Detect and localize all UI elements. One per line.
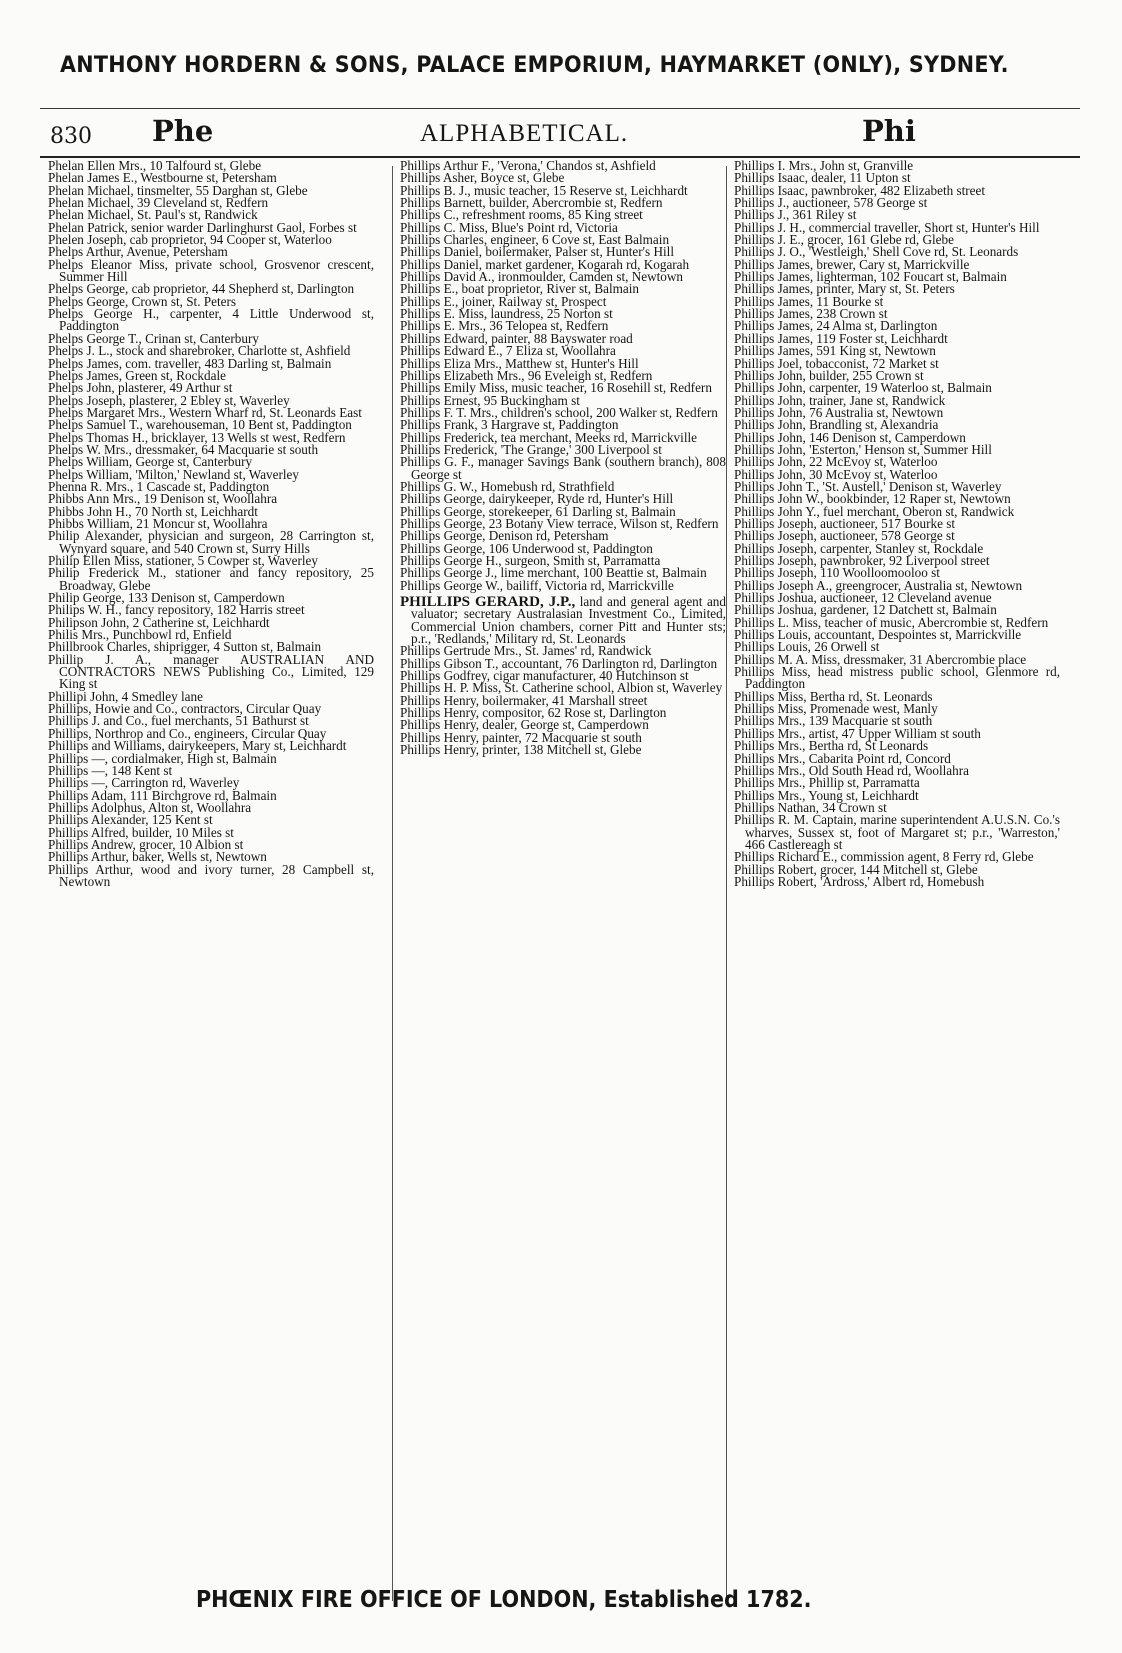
directory-entry: Phillips John, 'Esterton,' Henson st, Summer Hill [734,441,992,457]
directory-entry: Phillips Charles, engineer, 6 Cove st, East Balmain [400,232,670,248]
directory-entry: Phillips Mrs., artist, 47 Upper William st south [734,725,981,741]
directory-entry: Phillips Frederick, 'The Grange,' 300 Liverpool st [400,441,662,457]
directory-entry: Phillips, Howie and Co., contractors, Circular Quay [48,701,322,717]
column-1 [48,160,374,1615]
directory-entry: Phillips Asher, Boyce st, Glebe [400,170,565,186]
directory-entry: Phibbs John H., 70 North st, Leichhardt [48,503,258,519]
directory-entry: Phelps Eleanor Miss, private school, Grosvenor crescent, Summer Hill [48,256,374,285]
directory-entry: Phelan Michael, 39 Cleveland st, Redfern [48,195,269,211]
directory-entry: Phillips Adam, 111 Birchgrove rd, Balmain [48,787,277,803]
directory-entry: Phillips John, trainer, Jane st, Randwick [734,392,946,408]
directory-entry: Phillips Robert, 'Ardross,' Albert rd, Homebush [734,873,985,889]
directory-entry: Phelps W. Mrs., dressmaker, 64 Macquarie st south [48,441,319,457]
directory-entry: Phillips George W., bailiff, Victoria rd, Marrickville [400,577,674,593]
directory-entry: Phillips Nathan, 34 Crown st [734,799,887,815]
directory-entry: Phelps George H., carpenter, 4 Little Underwood st, Paddington [48,306,374,334]
directory-entry: Phillips Frederick, tea merchant, Meeks rd, Marrickville [400,429,697,445]
directory-entry: Phibbs Ann Mrs., 19 Denison st, Woollahra [48,491,278,507]
directory-entry: Phillips J., 361 Riley st [734,207,857,223]
directory-entry: Phillips and Williams, dairykeepers, Mary st, Leichhardt [48,738,347,754]
directory-entry: Phillips Isaac, pawnbroker, 482 Elizabeth street [734,182,986,198]
directory-entry: Philip Ellen Miss, stationer, 5 Cowper st, Waverley [48,553,318,568]
directory-entry: Phelan Michael, tinsmelter, 55 Darghan st, Glebe [48,182,308,198]
directory-entry: Phelps William, 'Milton,' Newland st, Waverley [48,466,300,482]
directory-entry: Phillips Eliza Mrs., Matthew st, Hunter's Hill [400,355,639,371]
directory-entry: Phillips Henry, printer, 138 Mitchell st, Glebe [400,742,642,758]
directory-entry: Phillips C. Miss, Blue's Point rd, Victoria [400,219,618,235]
directory-entry: Phillips Godfrey, cigar manufacturer, 40 Hutchinson st [400,668,689,684]
directory-entry: Phillips Miss, Bertha rd, St. Leonards [734,688,933,704]
directory-entry: Phelps Arthur, Avenue, Petersham [48,244,228,260]
directory-entry: Phelps James, com. traveller, 483 Darling st, Balmain [48,355,332,371]
directory-entry: Phillips James, brewer, Cary st, Marrickville [734,256,970,272]
directory-entry: Phillips —, Carrington rd, Waverley [48,775,240,791]
directory-entry: Phillips Mrs., Bertha rd, St Leonards [734,738,929,754]
directory-entry: Phillips B. J., music teacher, 15 Reserve st, Leichhardt [400,182,688,198]
directory-entry: Phillips —, 148 Kent st [48,762,173,778]
directory-entry: Phillips G. F., manager Savings Bank (southern branch), 808 George st [400,454,726,482]
directory-entry: Phillips Isaac, dealer, 11 Upton st [734,170,911,186]
directory-entry: Phelps Joseph, plasterer, 2 Ebley st, Waverley [48,392,290,408]
directory-entry: Phillips E. Miss, laundress, 25 Norton st [400,306,613,322]
directory-entry: Phillips Mrs., Cabarita Point rd, Concord [734,750,951,766]
directory-entry: Phelps George T., Crinan st, Canterbury [48,330,259,346]
directory-entry: Phillips Mrs., 139 Macquarie st south [734,713,933,729]
directory-entry: Phillips George, dairykeeper, Ryde rd, Hunter's Hill [400,491,674,507]
directory-entry: Phillips Joseph, auctioneer, 517 Bourke st [734,515,956,531]
directory-entry: Phillips John, carpenter, 19 Waterloo st, Balmain [734,380,992,396]
page-number: 830 [50,124,92,149]
directory-entry: Phillips Henry, dealer, George st, Camperdown [400,717,649,733]
directory-entry: Phillips, Northrop and Co., engineers, Circular Quay [48,725,327,741]
directory-entry: Phillips Joseph, auctioneer, 578 George st [734,528,955,544]
directory-entry: Phibbs William, 21 Moncur st, Woollahra [48,515,268,531]
directory-entry: Phillips Mrs., Phillip st, Parramatta [734,775,920,791]
directory-entry: Phillips Henry, painter, 72 Macquarie st south [400,729,642,745]
directory-entry: Phillips Frank, 3 Hargrave st, Paddington [400,417,619,433]
directory-entry: Phillips James, 11 Bourke st [734,293,884,309]
directory-entry: Phillips James, 119 Foster st, Leichhardt [734,330,948,346]
directory-entry: Phillips Richard E., commission agent, 8 Ferry rd, Glebe [734,849,1034,865]
directory-entry: Phillips —, cordialmaker, High st, Balmain [48,750,277,766]
directory-entry: Phillips Edward, painter, 88 Bayswater road [400,330,633,346]
directory-entry: Phillips Joseph, pawnbroker, 92 Liverpool street [734,553,990,568]
directory-entry: Phillips M. A. Miss, dressmaker, 31 Abercrombie place [734,651,1027,667]
directory-entry: Philips W. H., fancy repository, 182 Harris street [48,602,305,618]
directory-entry: Phillips John, builder, 255 Crown st [734,367,924,383]
directory-entry: Phillips F. T. Mrs., children's school, 200 Walker st, Redfern [400,404,718,420]
directory-entry: Phillips Robert, grocer, 144 Mitchell st, Glebe [734,861,978,877]
directory-entry: Phillips John W., bookbinder, 12 Raper st, Newtown [734,491,1011,507]
directory-entry: Philip Alexander, physician and surgeon, 28 Carrington st, Wynyard square, and 540 Crown st, Surry Hills [48,528,374,556]
directory-entry: Phillips Louis, accountant, Despointes st, Marrickville [734,627,1022,643]
directory-entry: Phillips Miss, Promenade west, Manly [734,701,938,717]
directory-entry: Phillips Adolphus, Alton st, Woollahra [48,799,252,815]
directory-entry: Phelen Joseph, cab proprietor, 94 Cooper st, Waterloo [48,232,332,248]
running-head [40,112,1080,156]
directory-entry: Phillips Edward E., 7 Eliza st, Woollahra [400,343,616,359]
directory-entry: Phillips Joseph, 110 Woolloomooloo st [734,565,940,581]
directory-entry: Phillips E., boat proprietor, River st, Balmain [400,281,640,297]
directory-entry: Phillips L. Miss, teacher of music, Abercrombie st, Redfern [734,614,1049,630]
directory-entry: Phelan Michael, St. Paul's st, Randwick [48,207,258,223]
directory-entry: Phillips John, Brandling st, Alexandria [734,417,939,433]
directory-entry: Phillips Elizabeth Mrs., 96 Eveleigh st, Redfern [400,367,653,383]
directory-entry: Phenna R. Mrs., 1 Cascade st, Paddington [48,478,270,494]
directory-entry: Phillips John, 146 Denison st, Camperdown [734,429,966,445]
directory-entry: Phillips James, 24 Alma st, Darlington [734,318,938,334]
head-right-catchword: Phi [862,114,916,148]
directory-entry: Phillips John, 30 McEvoy st, Waterloo [734,466,938,482]
directory-entry: Phillip J. A., manager AUSTRALIAN AND CONTRACTORS NEWS Publishing Co., Limited, 129 King st [48,651,374,692]
directory-entry: Phillips J. H., commercial traveller, Short st, Hunter's Hill [734,219,1040,235]
column-divider [726,166,727,1601]
advertisement-footer: PHŒNIX FIRE OFFICE OF LONDON, Established 1782. [196,1587,812,1613]
directory-entry: Phillips John Y., fuel merchant, Oberon st, Randwick [734,503,1015,519]
directory-entry: Phillips Louis, 26 Orwell st [734,639,880,655]
advertisement-banner: ANTHONY HORDERN & SONS, PALACE EMPORIUM, HAYMARKET (ONLY), SYDNEY. [60,52,1009,78]
directory-entry: Philis Mrs., Punchbowl rd, Enfield [48,627,232,643]
directory-entry: Phillips James, 238 Crown st [734,306,888,322]
directory-entry: Phillips Mrs., Young st, Leichhardt [734,787,919,803]
directory-entry: Philip George, 133 Denison st, Camperdown [48,590,285,606]
directory-entry: Phillips J., auctioneer, 578 George st [734,195,928,211]
directory-entry: Phillips Emily Miss, music teacher, 16 Rosehill st, Redfern [400,380,712,396]
directory-entry: Phillips Alfred, builder, 10 Miles st [48,824,234,840]
column-2 [400,160,726,1615]
directory-entry: Phelps William, George st, Canterbury [48,454,253,470]
directory-entry: Phillips C., refreshment rooms, 85 King street [400,207,643,223]
directory-entry: Phillips Daniel, boilermaker, Palser st, Hunter's Hill [400,244,674,260]
directory-entry: Phillips James, 591 King st, Newtown [734,343,936,359]
directory-entry: Phillips Ernest, 95 Buckingham st [400,392,580,408]
directory-entry: Phillips I. Mrs., John st, Granville [734,160,914,173]
directory-entry: PHILLIPS GERARD, J.P., land and general agent and valuator; secretary Australasian Investment Co., Limited, Commercial Union chambers, corner Pitt and Hunter sts; p.r., 'Redlands,' Military rd, St. Leonards [400,594,726,647]
directory-entry: Phelps Margaret Mrs., Western Wharf rd, St. Leonards East [48,404,362,420]
directory-entry: Phillips J. E., grocer, 161 Glebe rd, Glebe [734,232,954,248]
directory-entry: Phelan Patrick, senior warder Darlinghurst Gaol, Forbes st [48,219,357,235]
directory-entry: Phillips H. P. Miss, St. Catherine school, Albion st, Waverley [400,680,723,696]
directory-entry: Phillips Joshua, gardener, 12 Datchett st, Balmain [734,602,997,618]
directory-entry: Phillips Gibson T., accountant, 76 Darlington rd, Darlington [400,655,718,671]
directory-entry: Phillips George, Denison rd, Petersham [400,528,609,544]
directory-entry: Phillips John, 22 McEvoy st, Waterloo [734,454,938,470]
directory-entry: Phillips J. O., 'Westleigh,' Shell Cove rd, St. Leonards [734,244,1019,260]
header-rule [40,156,1080,158]
directory-entry: Phillips Miss, head mistress public school, Glenmore rd, Paddington [734,664,1060,692]
directory-entry: Phillips E. Mrs., 36 Telopea st, Redfern [400,318,609,334]
directory-entry: Phelps George, cab proprietor, 44 Shepherd st, Darlington [48,281,355,297]
directory-entry: Phillips George H., surgeon, Smith st, Parramatta [400,553,661,568]
directory-entry: Phillips Henry, compositor, 62 Rose st, Darlington [400,705,667,721]
directory-entry: Phillips Joshua, auctioneer, 12 Cleveland avenue [734,590,992,606]
directory-entry: Philipson John, 2 Catherine st, Leichhardt [48,614,270,630]
directory-entry: Phillips Gertrude Mrs., St. James' rd, Randwick [400,643,652,659]
directory-entry: Phillips J. and Co., fuel merchants, 51 Bathurst st [48,713,309,729]
directory-entry: Phillbrook Charles, shiprigger, 4 Sutton st, Balmain [48,639,322,655]
directory-entry: Phillips George J., lime merchant, 100 Beattie st, Balmain [400,565,707,581]
directory-entry: Phillips James, lighterman, 102 Foucart st, Balmain [734,269,1007,285]
directory-entry: Phelps J. L., stock and sharebroker, Charlotte st, Ashfield [48,343,351,359]
directory-entry: Phillips Arthur, baker, Wells st, Newtown [48,849,267,865]
directory-entry: Phelps John, plasterer, 49 Arthur st [48,380,233,396]
directory-entry: Phillips Joseph, carpenter, Stanley st, Rockdale [734,540,984,556]
directory-entry: Phillips George, storekeeper, 61 Darling st, Balmain [400,503,676,519]
column-divider [392,166,393,1601]
directory-entry: Phillips Barnett, builder, Abercrombie st, Redfern [400,195,663,211]
directory-entry: Phillipi John, 4 Smedley lane [48,688,203,704]
directory-entry: Phelan James E., Westbourne st, Petersham [48,170,277,186]
head-left-catchword: Phe [152,114,214,148]
directory-entry: Phillips Mrs., Old South Head rd, Woollahra [734,762,969,778]
directory-entry: Phillips Joseph A., greengrocer, Australia st, Newtown [734,577,1023,593]
directory-entry: Phillips Daniel, market gardener, Kogarah rd, Kogarah [400,256,690,272]
directory-entry: Phillips Arthur, wood and ivory turner, 28 Campbell st, Newtown [48,861,374,889]
directory-entry: Phillips Andrew, grocer, 10 Albion st [48,836,244,852]
directory-entry: Philip Frederick M., stationer and fancy repository, 25 Broadway, Glebe [48,565,374,593]
directory-entry: Phillips James, printer, Mary st, St. Peters [734,281,955,297]
directory-entry: Phillips Henry, boilermaker, 41 Marshall street [400,692,648,708]
directory-entry: Phillips George, 23 Botany View terrace, Wilson st, Redfern [400,515,719,531]
directory-entry: Phillips John T., 'St. Austell,' Denison st, Waverley [734,478,1002,494]
directory-entry: Phillips G. W., Homebush rd, Strathfield [400,478,615,494]
directory-entry: Phillips R. M. Captain, marine superintendent A.U.S.N. Co.'s wharves, Sussex st, foot of Margaret st; p.r., 'Warreston,' 466 Castlereagh st [734,812,1060,852]
directory-entry: Phelps James, Green st, Rockdale [48,367,226,383]
directory-entry: Phillips Arthur F., 'Verona,' Chandos st, Ashfield [400,160,656,173]
section-title: ALPHABETICAL. [420,120,629,147]
directory-entry: Phillips Joel, tobacconist, 72 Market st [734,355,939,371]
directory-entry: Phelan Ellen Mrs., 10 Talfourd st, Glebe [48,160,262,173]
directory-entry: Phillips E., joiner, Railway st, Prospect [400,293,607,309]
top-rule [40,108,1080,109]
directory-entry: Phillips George, 106 Underwood st, Paddington [400,540,653,556]
directory-columns [40,160,1080,1615]
column-3 [734,160,1060,1615]
directory-entry: Phelps George, Crown st, St. Peters [48,293,237,309]
entry-name-emphasis: PHILLIPS GERARD, J.P., [400,594,576,611]
directory-entry: Phelps Samuel T., warehouseman, 10 Bent st, Paddington [48,417,352,433]
directory-entry: Phelps Thomas H., bricklayer, 13 Wells st west, Redfern [48,429,346,445]
directory-entry: Phillips David A., ironmoulder, Camden st, Newtown [400,269,683,285]
directory-entry: Phillips John, 76 Australia st, Newtown [734,404,944,420]
directory-entry: Phillips Alexander, 125 Kent st [48,812,213,828]
